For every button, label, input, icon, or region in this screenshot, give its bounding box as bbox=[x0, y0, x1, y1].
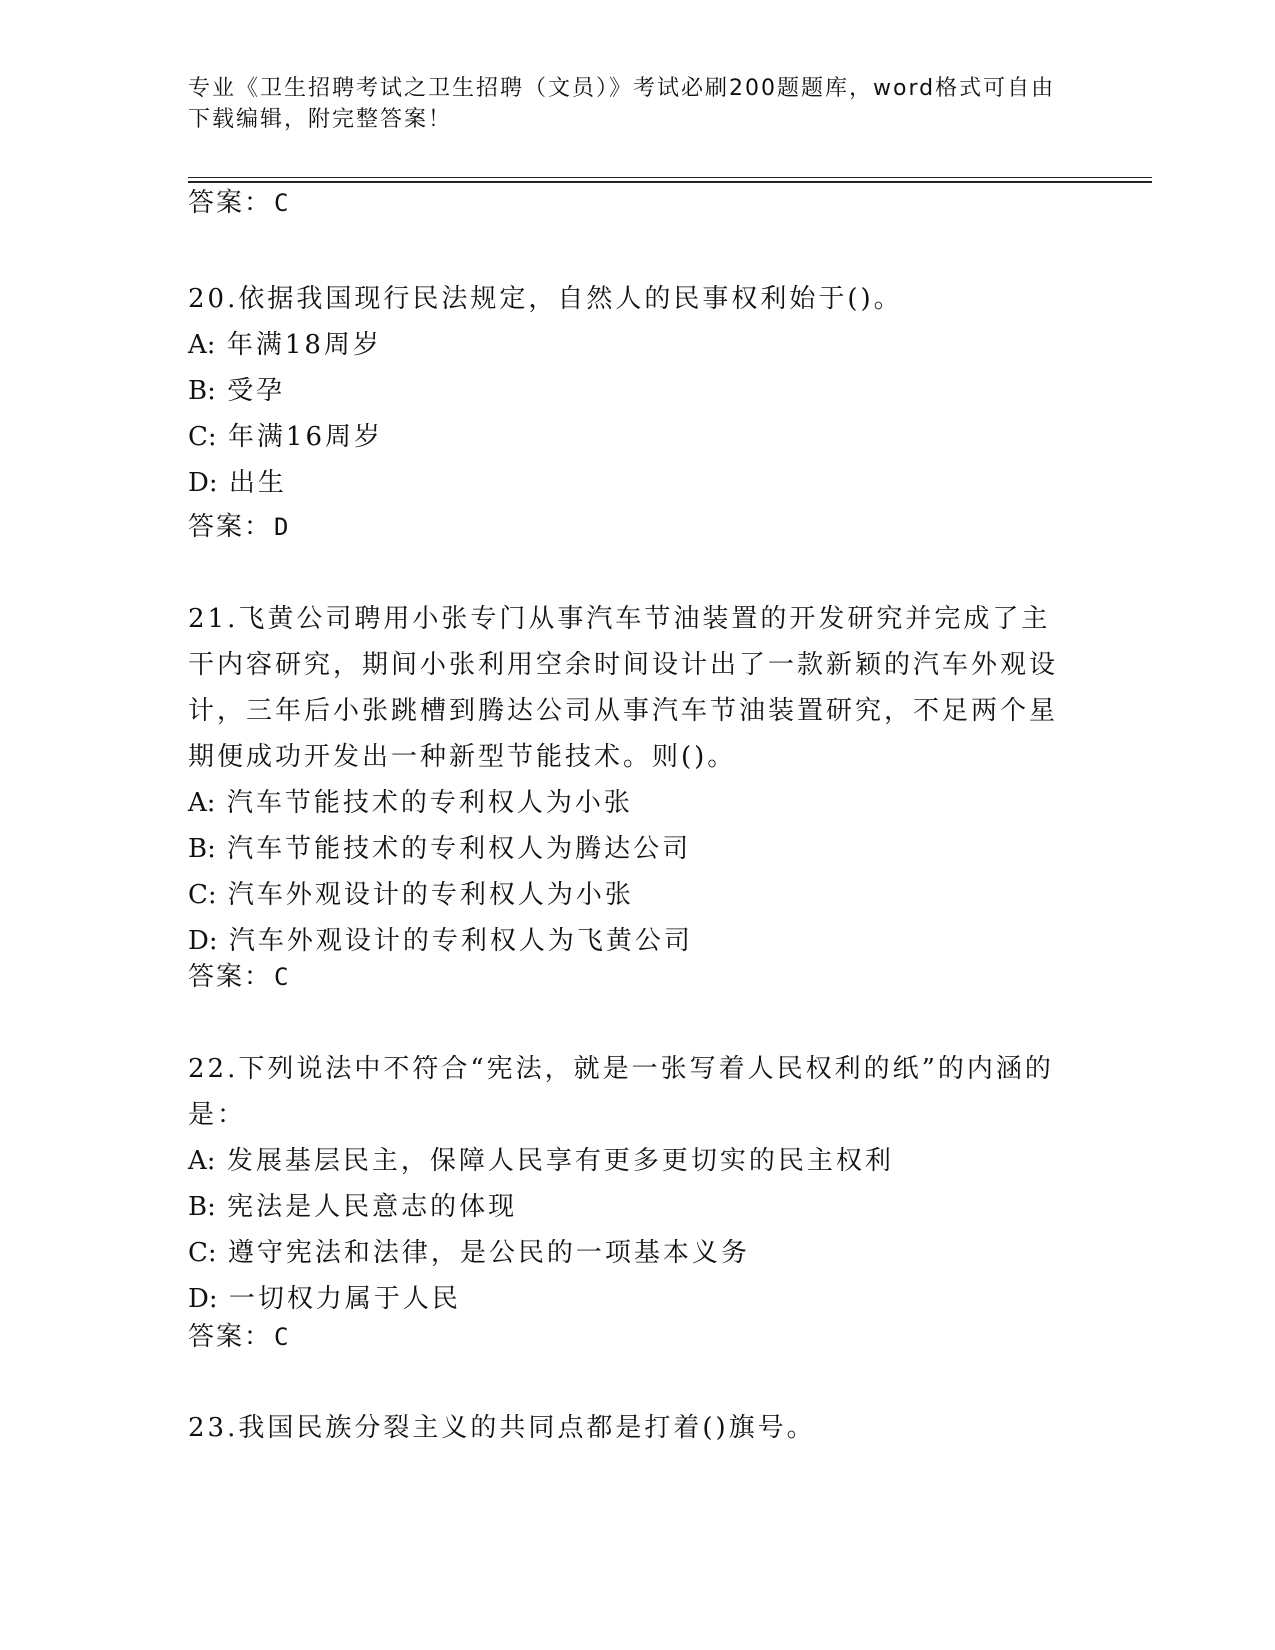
option-key: A: bbox=[188, 330, 216, 360]
option-text: 出生 bbox=[228, 468, 287, 498]
question-stem: 23.我国民族分裂主义的共同点都是打着()旗号。 bbox=[188, 1413, 816, 1443]
option-c bbox=[188, 872, 1068, 918]
option-key: D: bbox=[188, 926, 218, 956]
question-23 bbox=[188, 1405, 1068, 1451]
option-a bbox=[188, 1138, 1068, 1184]
question-21 bbox=[188, 596, 1068, 964]
question-stem: 21.飞黄公司聘用小张专门从事汽车节油装置的开发研究并完成了主干内容研究，期间小张利用空余时间设计出了一款新颖的汽车外观设计，三年后小张跳槽到腾达公司从事汽车节油装置研究，不足两个星期便成功开发出一种新型节能技术。则()。 bbox=[188, 604, 1059, 772]
option-key: B: bbox=[188, 834, 216, 864]
answer-label: 答案： bbox=[188, 188, 273, 218]
option-c bbox=[188, 1230, 1068, 1276]
option-text: 宪法是人民意志的体现 bbox=[227, 1192, 518, 1222]
answer-label: 答案： bbox=[188, 1322, 273, 1352]
header-rule-thin bbox=[188, 177, 1152, 178]
option-key: C: bbox=[188, 1238, 217, 1268]
option-text: 年满18周岁 bbox=[226, 330, 382, 360]
question-22 bbox=[188, 1046, 1068, 1322]
option-text: 遵守宪法和法律，是公民的一项基本义务 bbox=[227, 1238, 750, 1268]
document-header: 专业《卫生招聘考试之卫生招聘（文员）》考试必刷200题题库，word格式可自由下载编辑，附完整答案！ bbox=[188, 76, 1056, 132]
option-text: 年满16周岁 bbox=[227, 422, 384, 452]
option-text: 一切权力属于人民 bbox=[228, 1284, 461, 1314]
option-key: D: bbox=[188, 1284, 218, 1314]
option-key: B: bbox=[188, 1192, 216, 1222]
option-key: D: bbox=[188, 468, 218, 498]
answer-value: C bbox=[274, 189, 291, 217]
option-key: B: bbox=[188, 376, 216, 406]
option-b bbox=[188, 826, 1068, 872]
answer-label: 答案： bbox=[188, 962, 273, 992]
option-c bbox=[188, 414, 1068, 460]
option-key: A: bbox=[188, 788, 216, 818]
question-stem: 22.下列说法中不符合“宪法，就是一张写着人民权利的纸”的内涵的是： bbox=[188, 1054, 1054, 1130]
option-d bbox=[188, 460, 1068, 506]
answer-22 bbox=[188, 1320, 290, 1354]
option-key: C: bbox=[188, 880, 217, 910]
option-text: 汽车节能技术的专利权人为腾达公司 bbox=[227, 834, 692, 864]
option-a bbox=[188, 780, 1068, 826]
option-d bbox=[188, 1276, 1068, 1322]
option-text: 发展基层民主，保障人民享有更多更切实的民主权利 bbox=[226, 1146, 894, 1176]
header-rule-thick bbox=[188, 181, 1152, 183]
option-text: 汽车外观设计的专利权人为飞黄公司 bbox=[228, 926, 693, 956]
option-text: 受孕 bbox=[227, 376, 286, 406]
option-a bbox=[188, 322, 1068, 368]
option-d bbox=[188, 918, 1068, 964]
option-text: 汽车外观设计的专利权人为小张 bbox=[227, 880, 634, 910]
answer-label: 答案： bbox=[188, 512, 273, 542]
prev-answer bbox=[188, 186, 290, 220]
answer-value: D bbox=[274, 513, 291, 541]
option-b bbox=[188, 1184, 1068, 1230]
option-key: C: bbox=[188, 422, 217, 452]
answer-20 bbox=[188, 510, 290, 544]
question-stem: 20.依据我国现行民法规定，自然人的民事权利始于()。 bbox=[188, 284, 903, 314]
option-text: 汽车节能技术的专利权人为小张 bbox=[226, 788, 633, 818]
answer-value: C bbox=[274, 1323, 291, 1351]
option-b bbox=[188, 368, 1068, 414]
answer-21 bbox=[188, 960, 290, 994]
question-20 bbox=[188, 276, 1068, 506]
option-key: A: bbox=[188, 1146, 216, 1176]
answer-value: C bbox=[274, 963, 291, 991]
